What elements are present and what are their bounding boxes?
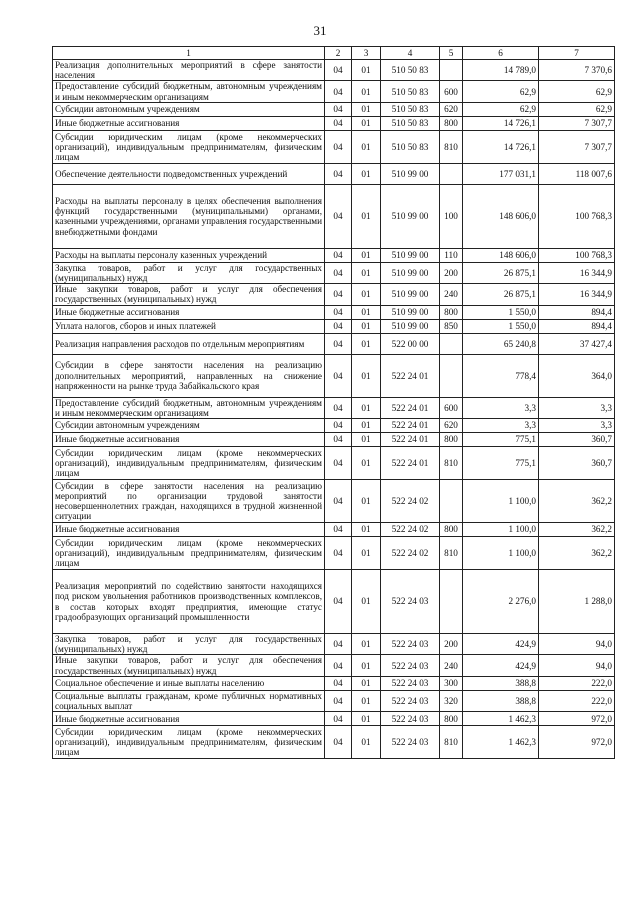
table-row xyxy=(53,333,615,354)
row-target-article: 522 24 03 xyxy=(381,712,440,726)
row-section: 04 xyxy=(325,570,352,634)
table-row xyxy=(53,354,615,397)
row-name: Расходы на выплаты персоналу казенных учреждений xyxy=(53,248,325,262)
row-amount-plan: 778,4 xyxy=(463,354,539,397)
row-subsection: 01 xyxy=(352,284,381,305)
row-expense-type: 200 xyxy=(440,262,463,283)
row-subsection: 01 xyxy=(352,480,381,523)
row-amount-plan: 26 875,1 xyxy=(463,284,539,305)
row-subsection: 01 xyxy=(352,712,381,726)
row-expense-type: 810 xyxy=(440,130,463,163)
row-name: Обеспечение деятельности подведомственных учреждений xyxy=(53,163,325,184)
row-amount-plan: 3,3 xyxy=(463,419,539,433)
row-expense-type: 100 xyxy=(440,184,463,248)
table-row xyxy=(53,116,615,130)
row-amount-plan: 775,1 xyxy=(463,433,539,447)
row-subsection: 01 xyxy=(352,116,381,130)
row-amount-fact: 7 307,7 xyxy=(539,116,615,130)
table-row xyxy=(53,655,615,676)
row-subsection: 01 xyxy=(352,262,381,283)
row-amount-plan: 14 726,1 xyxy=(463,116,539,130)
row-name: Предоставление субсидий бюджетным, автономным учреждениям и иным некоммерческим организациям xyxy=(53,81,325,102)
row-subsection: 01 xyxy=(352,447,381,480)
row-amount-fact: 16 344,9 xyxy=(539,262,615,283)
row-section: 04 xyxy=(325,102,352,116)
table-row xyxy=(53,419,615,433)
row-amount-plan: 775,1 xyxy=(463,447,539,480)
row-name: Иные бюджетные ассигнования xyxy=(53,433,325,447)
row-subsection: 01 xyxy=(352,655,381,676)
row-target-article: 522 24 03 xyxy=(381,726,440,759)
row-name: Иные закупки товаров, работ и услуг для обеспечения государственных (муниципальных) нужд xyxy=(53,284,325,305)
row-name: Реализация мероприятий по содействию занятости находящихся под риском увольнения работников производственных комплексов, в состав которых входят предприятия, имеющие статус градообразующих организаций промышленности xyxy=(53,570,325,634)
row-amount-fact: 222,0 xyxy=(539,676,615,690)
row-target-article: 510 99 00 xyxy=(381,184,440,248)
row-expense-type: 200 xyxy=(440,634,463,655)
row-target-article: 510 50 83 xyxy=(381,102,440,116)
row-section: 04 xyxy=(325,726,352,759)
row-subsection: 01 xyxy=(352,248,381,262)
table-row xyxy=(53,480,615,523)
page-number: 31 xyxy=(313,23,327,38)
row-amount-fact: 1 288,0 xyxy=(539,570,615,634)
row-subsection: 01 xyxy=(352,537,381,570)
row-amount-plan: 2 276,0 xyxy=(463,570,539,634)
row-amount-fact: 3,3 xyxy=(539,419,615,433)
table-row xyxy=(53,397,615,418)
table-row xyxy=(53,726,615,759)
row-section: 04 xyxy=(325,60,352,81)
table-row xyxy=(53,570,615,634)
row-expense-type: 620 xyxy=(440,419,463,433)
row-section: 04 xyxy=(325,537,352,570)
table-row xyxy=(53,248,615,262)
row-amount-plan: 62,9 xyxy=(463,81,539,102)
row-amount-fact: 972,0 xyxy=(539,712,615,726)
row-target-article: 510 50 83 xyxy=(381,60,440,81)
row-amount-fact: 100 768,3 xyxy=(539,248,615,262)
row-expense-type: 240 xyxy=(440,284,463,305)
header-col-2: 2 xyxy=(325,47,352,60)
row-subsection: 01 xyxy=(352,354,381,397)
row-name: Субсидии юридическим лицам (кроме некоммерческих организаций), индивидуальным предпринимателям, физическим лицам xyxy=(53,537,325,570)
row-expense-type: 810 xyxy=(440,447,463,480)
row-name: Субсидии в сфере занятости населения на реализацию мероприятий по организации трудовой занятости несовершеннолетних граждан, находящихся в трудной жизненной ситуации xyxy=(53,480,325,523)
row-target-article: 510 50 83 xyxy=(381,81,440,102)
row-expense-type: 800 xyxy=(440,305,463,319)
row-expense-type: 600 xyxy=(440,81,463,102)
row-section: 04 xyxy=(325,262,352,283)
table-row xyxy=(53,305,615,319)
row-expense-type: 240 xyxy=(440,655,463,676)
row-expense-type xyxy=(440,163,463,184)
row-target-article: 522 24 03 xyxy=(381,570,440,634)
row-name: Иные бюджетные ассигнования xyxy=(53,712,325,726)
row-expense-type: 810 xyxy=(440,537,463,570)
table-row xyxy=(53,102,615,116)
row-subsection: 01 xyxy=(352,676,381,690)
row-amount-fact: 7 307,7 xyxy=(539,130,615,163)
row-section: 04 xyxy=(325,333,352,354)
row-subsection: 01 xyxy=(352,319,381,333)
table-row xyxy=(53,634,615,655)
row-amount-fact: 94,0 xyxy=(539,634,615,655)
row-amount-fact: 16 344,9 xyxy=(539,284,615,305)
row-amount-fact: 118 007,6 xyxy=(539,163,615,184)
row-expense-type: 850 xyxy=(440,319,463,333)
row-amount-plan: 148 606,0 xyxy=(463,248,539,262)
row-expense-type: 800 xyxy=(440,712,463,726)
header-col-3: 3 xyxy=(352,47,381,60)
row-expense-type: 600 xyxy=(440,397,463,418)
table-row xyxy=(53,712,615,726)
row-expense-type: 620 xyxy=(440,102,463,116)
row-section: 04 xyxy=(325,354,352,397)
row-name: Расходы на выплаты персоналу в целях обеспечения выполнения функций государственными (муниципальными) органами, казенными учреждениями, органами управления государственными внебюджетными фондами xyxy=(53,184,325,248)
row-target-article: 522 24 02 xyxy=(381,480,440,523)
row-amount-fact: 362,2 xyxy=(539,537,615,570)
table-row xyxy=(53,537,615,570)
row-amount-fact: 94,0 xyxy=(539,655,615,676)
row-section: 04 xyxy=(325,712,352,726)
row-target-article: 522 24 01 xyxy=(381,447,440,480)
row-amount-fact: 360,7 xyxy=(539,433,615,447)
row-name: Иные бюджетные ассигнования xyxy=(53,116,325,130)
row-subsection: 01 xyxy=(352,634,381,655)
row-target-article: 510 99 00 xyxy=(381,163,440,184)
row-amount-plan: 62,9 xyxy=(463,102,539,116)
row-name: Субсидии юридическим лицам (кроме некоммерческих организаций), индивидуальным предпринимателям, физическим лицам xyxy=(53,447,325,480)
row-expense-type: 320 xyxy=(440,690,463,711)
row-amount-plan: 1 100,0 xyxy=(463,523,539,537)
row-amount-plan: 26 875,1 xyxy=(463,262,539,283)
row-amount-plan: 424,9 xyxy=(463,634,539,655)
row-target-article: 510 99 00 xyxy=(381,284,440,305)
row-amount-fact: 360,7 xyxy=(539,447,615,480)
row-subsection: 01 xyxy=(352,163,381,184)
row-target-article: 522 24 03 xyxy=(381,634,440,655)
row-expense-type: 110 xyxy=(440,248,463,262)
row-name: Предоставление субсидий бюджетным, автономным учреждениям и иным некоммерческим организациям xyxy=(53,397,325,418)
row-expense-type xyxy=(440,60,463,81)
row-section: 04 xyxy=(325,81,352,102)
row-name: Социальное обеспечение и иные выплаты населению xyxy=(53,676,325,690)
row-expense-type: 800 xyxy=(440,433,463,447)
table-header-row xyxy=(53,47,615,60)
row-amount-plan: 177 031,1 xyxy=(463,163,539,184)
row-section: 04 xyxy=(325,634,352,655)
row-target-article: 522 24 01 xyxy=(381,397,440,418)
row-target-article: 522 00 00 xyxy=(381,333,440,354)
row-amount-plan: 388,8 xyxy=(463,690,539,711)
row-name: Закупка товаров, работ и услуг для государственных (муниципальных) нужд xyxy=(53,634,325,655)
row-amount-plan: 424,9 xyxy=(463,655,539,676)
row-name: Закупка товаров, работ и услуг для государственных (муниципальных) нужд xyxy=(53,262,325,283)
row-amount-fact: 62,9 xyxy=(539,81,615,102)
row-target-article: 522 24 02 xyxy=(381,523,440,537)
row-amount-plan: 388,8 xyxy=(463,676,539,690)
row-amount-plan: 1 462,3 xyxy=(463,712,539,726)
header-col-6: 6 xyxy=(463,47,539,60)
row-amount-plan: 1 100,0 xyxy=(463,480,539,523)
row-amount-fact: 362,2 xyxy=(539,523,615,537)
row-name: Субсидии автономным учреждениям xyxy=(53,102,325,116)
row-name: Реализация дополнительных мероприятий в сфере занятости населения xyxy=(53,60,325,81)
row-expense-type xyxy=(440,354,463,397)
row-section: 04 xyxy=(325,447,352,480)
row-name: Субсидии в сфере занятости населения на реализацию дополнительных мероприятий, направленных на снижение напряженности на рынке труда Забайкальского края xyxy=(53,354,325,397)
header-col-4: 4 xyxy=(381,47,440,60)
row-subsection: 01 xyxy=(352,305,381,319)
row-subsection: 01 xyxy=(352,433,381,447)
row-target-article: 522 24 03 xyxy=(381,655,440,676)
row-subsection: 01 xyxy=(352,130,381,163)
table-row xyxy=(53,447,615,480)
row-subsection: 01 xyxy=(352,523,381,537)
table-row xyxy=(53,130,615,163)
table-row xyxy=(53,60,615,81)
row-expense-type xyxy=(440,333,463,354)
row-section: 04 xyxy=(325,480,352,523)
row-target-article: 522 24 01 xyxy=(381,433,440,447)
row-section: 04 xyxy=(325,184,352,248)
table-row xyxy=(53,523,615,537)
row-amount-plan: 3,3 xyxy=(463,397,539,418)
row-subsection: 01 xyxy=(352,184,381,248)
row-subsection: 01 xyxy=(352,60,381,81)
row-section: 04 xyxy=(325,690,352,711)
row-subsection: 01 xyxy=(352,726,381,759)
row-amount-fact: 3,3 xyxy=(539,397,615,418)
row-name: Социальные выплаты гражданам, кроме публичных нормативных социальных выплат xyxy=(53,690,325,711)
table-row xyxy=(53,690,615,711)
table-row xyxy=(53,676,615,690)
row-amount-plan: 65 240,8 xyxy=(463,333,539,354)
row-amount-plan: 1 550,0 xyxy=(463,319,539,333)
table-row xyxy=(53,163,615,184)
row-amount-fact: 222,0 xyxy=(539,690,615,711)
header-col-7: 7 xyxy=(539,47,615,60)
row-target-article: 510 99 00 xyxy=(381,248,440,262)
row-name: Иные закупки товаров, работ и услуг для обеспечения государственных (муниципальных) нужд xyxy=(53,655,325,676)
row-target-article: 510 50 83 xyxy=(381,116,440,130)
row-subsection: 01 xyxy=(352,333,381,354)
header-col-5: 5 xyxy=(440,47,463,60)
row-section: 04 xyxy=(325,433,352,447)
row-amount-fact: 37 427,4 xyxy=(539,333,615,354)
row-amount-fact: 972,0 xyxy=(539,726,615,759)
row-amount-fact: 100 768,3 xyxy=(539,184,615,248)
row-section: 04 xyxy=(325,163,352,184)
row-section: 04 xyxy=(325,248,352,262)
row-amount-fact: 894,4 xyxy=(539,305,615,319)
row-target-article: 510 99 00 xyxy=(381,319,440,333)
row-name: Иные бюджетные ассигнования xyxy=(53,523,325,537)
row-expense-type: 300 xyxy=(440,676,463,690)
row-section: 04 xyxy=(325,523,352,537)
row-section: 04 xyxy=(325,397,352,418)
row-expense-type: 810 xyxy=(440,726,463,759)
table-row xyxy=(53,262,615,283)
row-name: Уплата налогов, сборов и иных платежей xyxy=(53,319,325,333)
row-target-article: 522 24 01 xyxy=(381,419,440,433)
row-name: Субсидии юридическим лицам (кроме некоммерческих организаций), индивидуальным предпринимателям, физическим лицам xyxy=(53,726,325,759)
row-section: 04 xyxy=(325,319,352,333)
header-col-1: 1 xyxy=(53,47,325,60)
row-amount-plan: 1 462,3 xyxy=(463,726,539,759)
row-expense-type: 800 xyxy=(440,116,463,130)
row-subsection: 01 xyxy=(352,102,381,116)
row-section: 04 xyxy=(325,655,352,676)
row-section: 04 xyxy=(325,419,352,433)
row-expense-type xyxy=(440,480,463,523)
row-target-article: 522 24 01 xyxy=(381,354,440,397)
row-name: Иные бюджетные ассигнования xyxy=(53,305,325,319)
row-name: Субсидии юридическим лицам (кроме некоммерческих организаций), индивидуальным предпринимателям, физическим лицам xyxy=(53,130,325,163)
row-section: 04 xyxy=(325,676,352,690)
row-target-article: 510 99 00 xyxy=(381,305,440,319)
table-row xyxy=(53,319,615,333)
table-row xyxy=(53,81,615,102)
row-section: 04 xyxy=(325,284,352,305)
row-amount-plan: 14 726,1 xyxy=(463,130,539,163)
row-target-article: 522 24 03 xyxy=(381,690,440,711)
row-amount-plan: 1 100,0 xyxy=(463,537,539,570)
row-name: Субсидии автономным учреждениям xyxy=(53,419,325,433)
row-expense-type: 800 xyxy=(440,523,463,537)
row-subsection: 01 xyxy=(352,81,381,102)
table-row xyxy=(53,184,615,248)
row-amount-fact: 62,9 xyxy=(539,102,615,116)
row-amount-fact: 894,4 xyxy=(539,319,615,333)
row-amount-fact: 362,2 xyxy=(539,480,615,523)
row-target-article: 510 50 83 xyxy=(381,130,440,163)
row-amount-fact: 7 370,6 xyxy=(539,60,615,81)
row-expense-type xyxy=(440,570,463,634)
row-amount-plan: 148 606,0 xyxy=(463,184,539,248)
row-section: 04 xyxy=(325,305,352,319)
table-row xyxy=(53,433,615,447)
budget-table xyxy=(52,46,615,759)
row-amount-plan: 14 789,0 xyxy=(463,60,539,81)
row-subsection: 01 xyxy=(352,397,381,418)
row-name: Реализация направления расходов по отдельным мероприятиям xyxy=(53,333,325,354)
table-row xyxy=(53,284,615,305)
row-amount-plan: 1 550,0 xyxy=(463,305,539,319)
row-subsection: 01 xyxy=(352,690,381,711)
row-target-article: 522 24 03 xyxy=(381,676,440,690)
row-section: 04 xyxy=(325,130,352,163)
row-target-article: 522 24 02 xyxy=(381,537,440,570)
row-subsection: 01 xyxy=(352,419,381,433)
row-section: 04 xyxy=(325,116,352,130)
row-amount-fact: 364,0 xyxy=(539,354,615,397)
row-subsection: 01 xyxy=(352,570,381,634)
row-target-article: 510 99 00 xyxy=(381,262,440,283)
